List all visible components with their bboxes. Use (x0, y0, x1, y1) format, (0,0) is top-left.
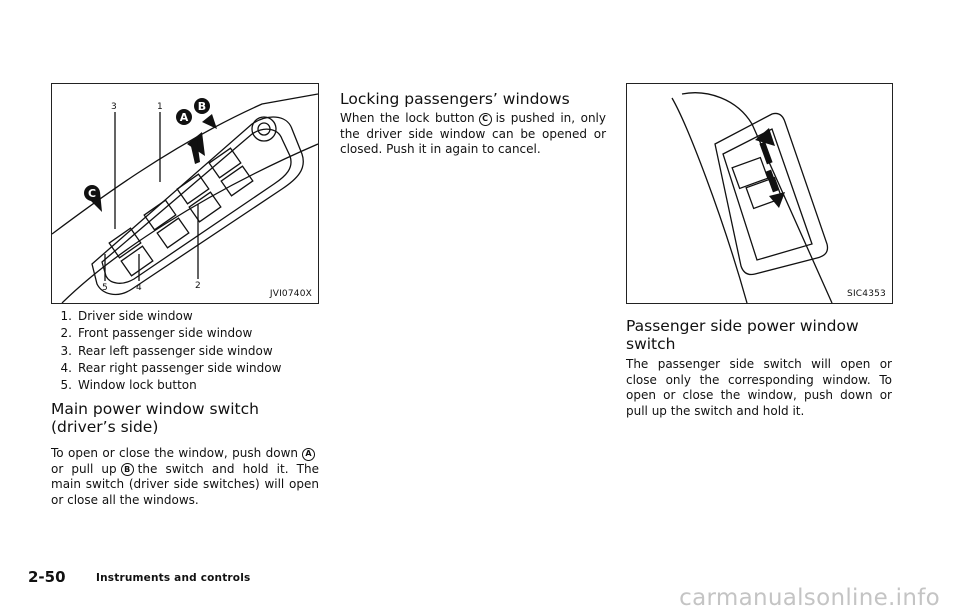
figure-passenger-switch (626, 83, 893, 304)
figure-code: JVI0740X (269, 289, 312, 299)
locking-heading: Locking passengers’ windows (340, 90, 570, 108)
callout-3: 3 (111, 102, 117, 112)
locking-paragraph: When the lock button C is pushed in, only the driver side window can be opened or closed. Push it in again to cancel. (340, 111, 606, 156)
callout-2: 2 (195, 281, 201, 291)
legend-item: 4. Rear right passenger side window (60, 360, 282, 375)
legend-item: 3. Rear left passenger side window (60, 343, 273, 358)
figure-code: SIC4353 (847, 289, 886, 299)
main-switch-heading: Main power window switch (driver’s side) (51, 400, 259, 436)
passenger-switch-heading: Passenger side power window switch (626, 317, 859, 353)
figure-main-switch (51, 83, 319, 304)
main-switch-illustration (52, 84, 318, 303)
watermark: carmanualsonline.info (679, 585, 940, 611)
marker-a: A (179, 111, 189, 124)
marker-b: B (197, 100, 207, 113)
callout-1: 1 (157, 102, 163, 112)
main-switch-paragraph: To open or close the window, push down Aor pull up B the switch and hold it. The main switch (driver side switches) will open or close all the windows. (51, 446, 319, 507)
legend-item: 2. Front passenger side window (60, 326, 253, 341)
callout-4: 4 (136, 283, 142, 293)
marker-b-inline: B (121, 463, 134, 476)
passenger-switch-illustration (627, 84, 892, 303)
legend-item: 5. Window lock button (60, 378, 197, 393)
marker-c: C (87, 187, 97, 200)
legend-item: 1. Driver side window (60, 309, 193, 323)
marker-c-inline: C (479, 113, 492, 126)
page-number: 2-50 (28, 568, 66, 586)
passenger-switch-paragraph: The passenger side switch will open or close only the corresponding window. To open or close the window, push down or pull up the switch and hold it. (626, 357, 892, 418)
callout-legend (52, 308, 281, 394)
callout-5: 5 (102, 283, 108, 293)
section-title: Instruments and controls (96, 572, 251, 584)
marker-a-inline: A (302, 448, 315, 461)
